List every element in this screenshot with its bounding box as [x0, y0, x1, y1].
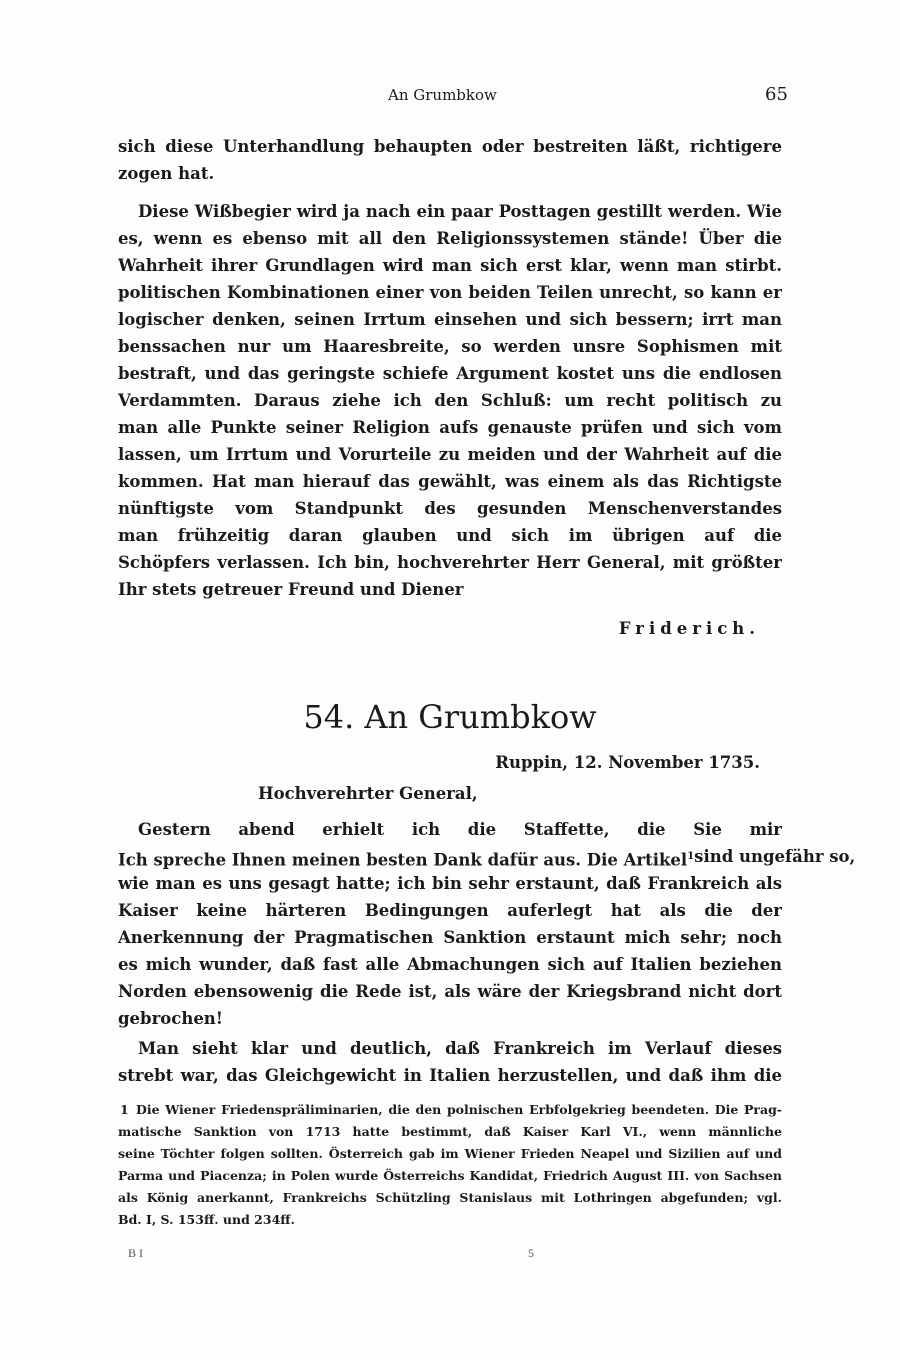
- footnote-reference[interactable]: 1: [687, 851, 695, 862]
- footnote-line: matische Sanktion von 1713 hatte bestimmt, daß Kaiser Karl VI., wenn männliche: [118, 1124, 782, 1139]
- footnote-line: Bd. I, S. 153ff. und 234ff.: [118, 1212, 295, 1227]
- text-line: benssachen nur um Haaresbreite, so werden unsre Sophismen mit: [118, 337, 782, 356]
- footnote-line: Die Wiener Friedenspräliminarien, die den polnischen Erbfolgekrieg beendeten. Die Prag-: [136, 1102, 782, 1117]
- page-number: 65: [765, 84, 788, 105]
- text-line: man alle Punkte seiner Religion aufs genauste prüfen und sich vom: [118, 418, 782, 437]
- text-line: bestraft, und das geringste schiefe Argument kostet uns die endlosen: [118, 364, 782, 383]
- footnote-line: Parma und Piacenza; in Polen wurde Österreichs Kandidat, Friedrich August III. von Sachsen: [118, 1168, 782, 1183]
- text-line: Wahrheit ihrer Grundlagen wird man sich erst klar, wenn man stirbt.: [118, 256, 782, 275]
- text-line: politischen Kombinationen einer von beiden Teilen unrecht, so kann er: [118, 283, 782, 302]
- text-segment: Ich spreche Ihnen meinen besten Dank dafür aus. Die Artikel: [118, 850, 688, 870]
- text-line: Diese Wißbegier wird ja nach ein paar Posttagen gestillt werden. Wie: [138, 202, 782, 221]
- signature-mark: B I: [128, 1246, 143, 1260]
- text-line: logischer denken, seinen Irrtum einsehen und sich bessern; irrt man: [118, 310, 782, 329]
- text-line: Gestern abend erhielt ich die Staffette, die Sie mir: [138, 820, 782, 839]
- signature: Friderich.: [618, 619, 760, 638]
- text-line: man frühzeitig daran glauben und sich im übrigen auf die: [118, 526, 782, 545]
- text-line: nünftigste vom Standpunkt des gesunden Menschenverstandes: [118, 499, 782, 518]
- letter-title: 54. An Grumbkow: [303, 698, 597, 736]
- footnote-line: seine Töchter folgen sollten. Österreich gab im Wiener Frieden Neapel und Sizilien auf und: [118, 1146, 782, 1161]
- text-line: es mich wunder, daß fast alle Abmachungen sich auf Italien beziehen: [118, 955, 782, 974]
- salutation: Hochverehrter General,: [258, 784, 478, 803]
- place-date: Ruppin, 12. November 1735.: [495, 753, 760, 772]
- footnote-line: als König anerkannt, Frankreichs Schützling Stanislaus mit Lothringen abgefunden; vgl.: [118, 1190, 782, 1205]
- text-line: es, wenn es ebenso mit all den Religionssystemen stände! Über die: [118, 229, 782, 248]
- text-line: Schöpfers verlassen. Ich bin, hochverehrter Herr General, mit größter: [118, 553, 782, 572]
- text-segment: sind ungefähr so,: [694, 847, 856, 866]
- text-line: gebrochen!: [118, 1009, 224, 1028]
- text-line: Man sieht klar und deutlich, daß Frankreich im Verlauf dieses: [138, 1039, 782, 1058]
- text-line: Anerkennung der Pragmatischen Sanktion erstaunt mich sehr; noch: [118, 928, 782, 947]
- text-line: lassen, um Irrtum und Vorurteile zu meiden und der Wahrheit auf die: [118, 445, 782, 464]
- sheet-number: 5: [528, 1246, 534, 1260]
- text-line: kommen. Hat man hierauf das gewählt, was einem als das Richtigste: [118, 472, 782, 491]
- text-line: Kaiser keine härteren Bedingungen auferlegt hat als die der: [118, 901, 782, 920]
- text-line: Norden ebensowenig die Rede ist, als wäre der Kriegsbrand nicht dort: [118, 982, 782, 1001]
- running-title: An Grumbkow: [388, 86, 497, 104]
- text-line: zogen hat.: [118, 164, 215, 183]
- text-line: wie man es uns gesagt hatte; ich bin sehr erstaunt, daß Frankreich als: [118, 874, 782, 893]
- text-line: Verdammten. Daraus ziehe ich den Schluß: um recht politisch zu: [118, 391, 782, 410]
- text-line: [118, 846, 856, 872]
- text-line: Ihr stets getreuer Freund und Diener: [118, 580, 464, 599]
- text-line: strebt war, das Gleichgewicht in Italien herzustellen, und daß ihm die: [118, 1066, 782, 1085]
- footnote-mark: 1: [120, 1102, 129, 1117]
- text-line: sich diese Unterhandlung behaupten oder bestreiten läßt, richtigere: [118, 137, 782, 156]
- text-segment: [118, 846, 694, 872]
